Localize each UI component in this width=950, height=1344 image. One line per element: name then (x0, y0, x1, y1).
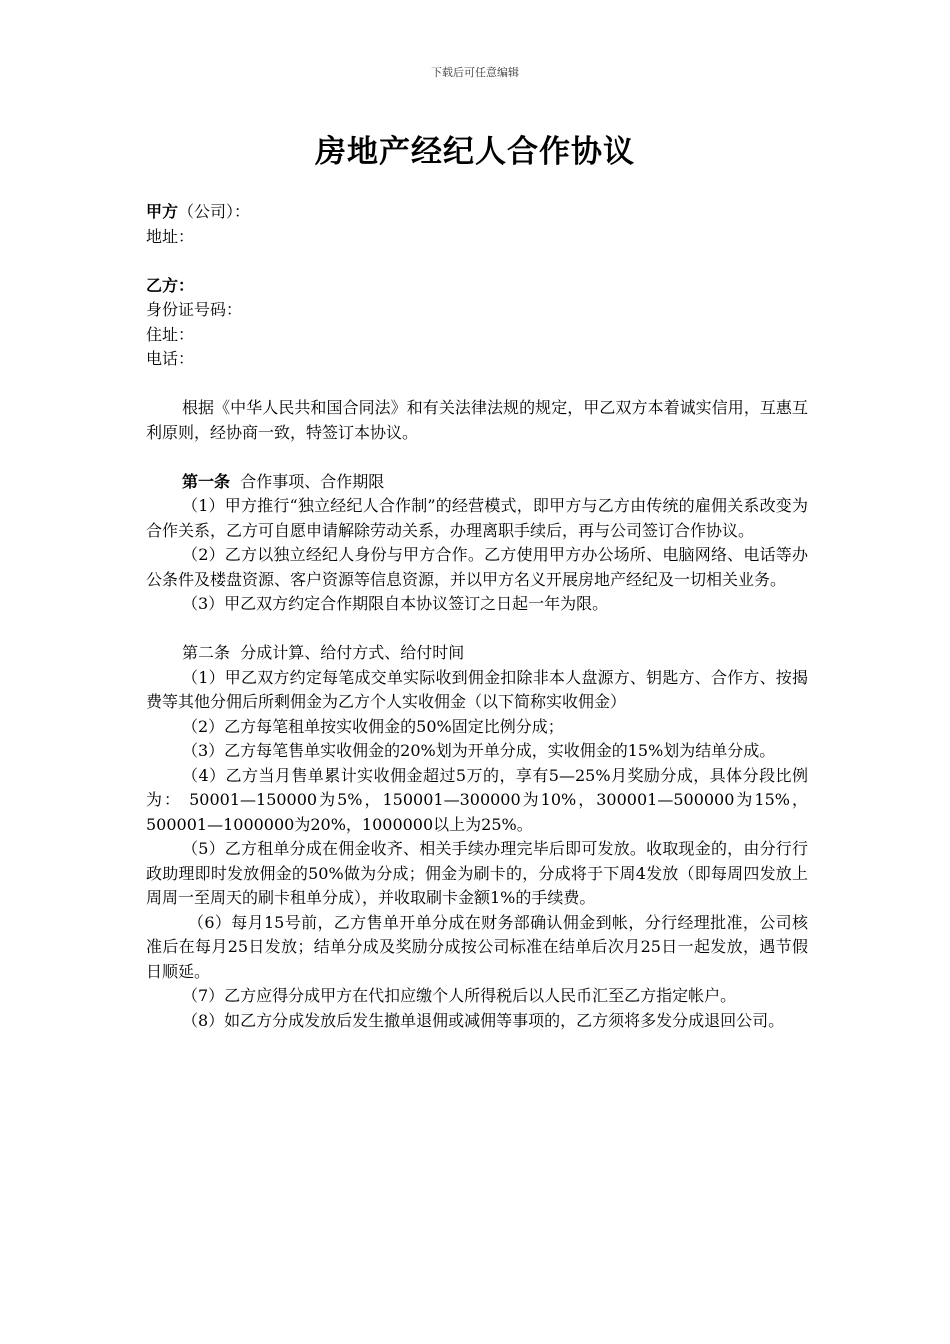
article-1-item: （1）甲方推行“独立经纪人合作制”的经营模式，即甲方与乙方由传统的雇佣关系改变为合作关系，乙方可自愿申请解除劳动关系，办理离职手续后，再与公司签订合作协议。 (146, 496, 808, 540)
article-2-item: （4）乙方当月售单累计实收佣金超过5万的，享有5—25%月奖励分成，具体分段比例为： 50001—150000为5%，150001—300000为10%，300001—500000为15%，500001—1000000为20%，1000000以上为25%。 (146, 765, 808, 834)
document-body (146, 200, 808, 1033)
article-1-number: 第一条 (182, 471, 231, 491)
article-1-item: （2）乙方以独立经纪人身份与甲方合作。乙方使用甲方办公场所、电脑网络、电话等办公条件及楼盘资源、客户资源等信息资源，并以甲方名义开展房地产经纪及一切相关业务。 (146, 545, 808, 589)
article-2-item: （8）如乙方分成发放后发生撤单退佣或减佣等事项的，乙方须将多发分成退回公司。 (182, 1010, 785, 1030)
party-a-line (146, 200, 808, 225)
document-title: 房地产经纪人合作协议 (315, 134, 635, 170)
party-a-suffix: （公司）： (178, 202, 251, 221)
article-2-title: 分成计算、给付方式、给付时间 (240, 643, 465, 662)
party-a-label: 甲方 (146, 202, 179, 221)
party-b-label: 乙方： (146, 275, 195, 295)
article-1-title: 合作事项、合作期限 (240, 471, 385, 491)
article-2-item: （6）每月15号前，乙方售单开单分成在财务部确认佣金到帐，分行经理批准，公司核准后在每月25日发放；结单分成及奖励分成按公司标准在结单后次月25日一起发放，遇节假日顺延。 (146, 912, 808, 981)
article-2-item: （5）乙方租单分成在佣金收齐、相关手续办理完毕后即可发放。收取现金的，由分行行政助理即时发放佣金的50%做为分成；佣金为刷卡的，分成将于下周4发放（即每周四发放上周周一至周天的刷卡租单分成），并收取刷卡金额1%的手续费。 (146, 839, 808, 907)
page-header: 下载后可任意编辑 (431, 66, 519, 79)
party-b-address: 住址： (146, 324, 195, 344)
article-2-number: 第二条 (182, 643, 231, 662)
party-b-phone: 电话： (146, 349, 195, 368)
article-2-item: （7）乙方应得分成甲方在代扣应缴个人所得税后以人民币汇至乙方指定帐户。 (182, 986, 737, 1005)
article-1-heading (146, 470, 808, 495)
party-a-address: 地址： (146, 226, 195, 246)
article-1-item: （3）甲乙双方约定合作期限自本协议签订之日起一年为限。 (182, 594, 609, 613)
article-2-heading (146, 641, 808, 666)
article-2-item: （1）甲乙双方约定每笔成交单实际收到佣金扣除非本人盘源方、钥匙方、合作方、按揭费等其他分佣后所剩佣金为乙方个人实收佣金（以下简称实收佣金） (146, 667, 808, 711)
party-b-id: 身份证号码： (146, 300, 243, 319)
article-2-item: （3）乙方每笔售单实收佣金的20%划为开单分成，实收佣金的15%划为结单分成。 (182, 741, 776, 760)
article-2-item: （2）乙方每笔租单按实收佣金的50%固定比例分成； (182, 716, 564, 736)
intro-paragraph: 根据《中华人民共和国合同法》和有关法律法规的规定，甲乙双方本着诚实信用，互惠互利原则，经协商一致，特签订本协议。 (146, 398, 808, 442)
